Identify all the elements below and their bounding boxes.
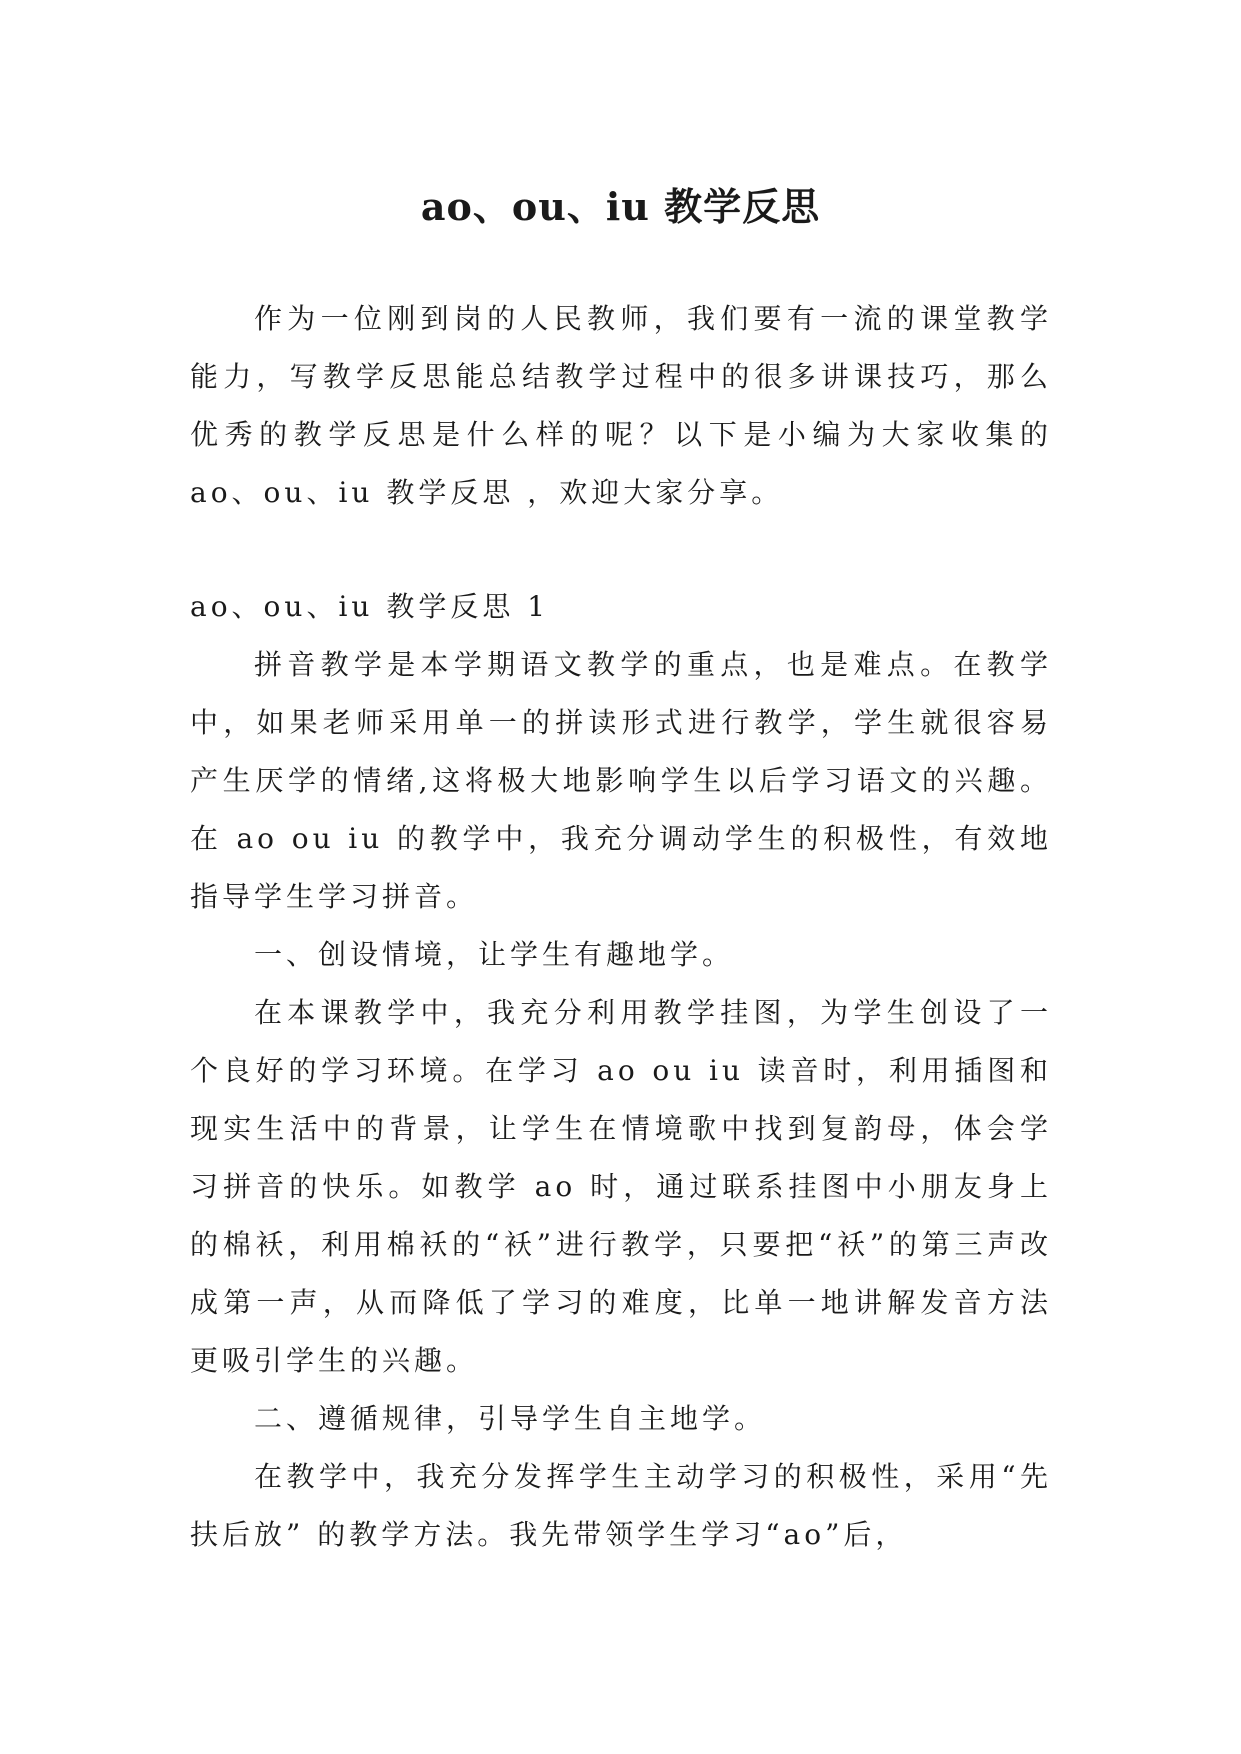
body-paragraph: 拼音教学是本学期语文教学的重点，也是难点。在教学中，如果老师采用单一的拼读形式进行教学，学生就很容易产生厌学的情绪,这将极大地影响学生以后学习语文的兴趣。在 ao ou iu 的教学中，我充分调动学生的积极性，有效地指导学生学习拼音。 <box>190 648 1052 913</box>
document-body <box>190 290 1052 1564</box>
body-paragraph: 在本课教学中，我充分利用教学挂图，为学生创设了一个良好的学习环境。在学习 ao ou iu 读音时，利用插图和现实生活中的背景，让学生在情境歌中找到复韵母，体会学习拼音的快乐。如教学 ao 时，通过联系挂图中小朋友身上的棉袄，利用棉袄的“袄”进行教学，只要把“袄”的第三声改成第一声，从而降低了学习的难度，比单一地讲解发音方法更吸引学生的兴趣。 <box>190 996 1052 1377</box>
body-paragraph: 在教学中，我充分发挥学生主动学习的积极性，采用“先扶后放” 的教学方法。我先带领学生学习“ao”后， <box>190 1460 1052 1551</box>
subheading-paragraph: 二、遵循规律，引导学生自主地学。 <box>254 1402 767 1435</box>
subheading-paragraph: 一、创设情境，让学生有趣地学。 <box>254 938 735 971</box>
intro-paragraph: 作为一位刚到岗的人民教师，我们要有一流的课堂教学能力，写教学反思能总结教学过程中的很多讲课技巧，那么优秀的教学反思是什么样的呢？以下是小编为大家收集的 ao、ou、iu 教学反思 ，欢迎大家分享。 <box>190 302 1052 509</box>
section-heading: ao、ou、iu 教学反思 1 <box>190 590 550 623</box>
paragraph-spacer <box>190 522 1052 578</box>
document-title: ao、ou、iu 教学反思 <box>420 184 821 230</box>
